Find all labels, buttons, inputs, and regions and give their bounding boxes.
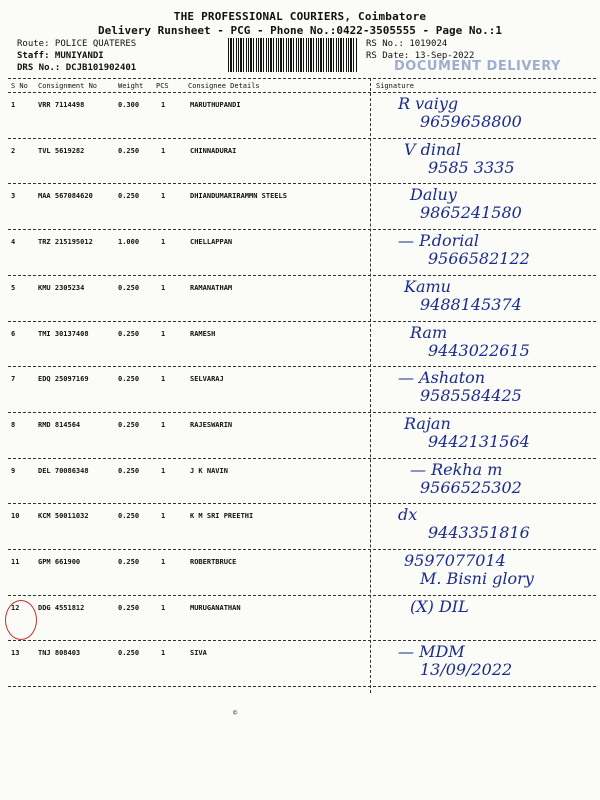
row-pcs: 1 [161, 375, 166, 384]
row-pcs: 1 [161, 192, 166, 201]
handwritten-signature: Daluy [410, 185, 457, 205]
row-separator [8, 686, 596, 687]
handwritten-signature: 9597077014 [404, 551, 506, 570]
row-consignee: MARUTHUPANDI [190, 101, 241, 109]
row-weight: 0.250 [118, 375, 140, 384]
row-consignee: J K NAVIN [190, 466, 228, 475]
row-consignee: CHELLAPPAN [190, 238, 233, 247]
row-sno: 10 [11, 512, 20, 521]
row-pcs: 1 [161, 649, 166, 658]
row-pcs: 1 [161, 603, 166, 612]
row-consignee: K M SRI PREETHI [190, 512, 254, 521]
row-pcs: 1 [161, 146, 166, 155]
row-pcs: 1 [161, 466, 166, 475]
handwritten-phone-number: 9659658800 [420, 112, 522, 131]
row-pcs: 1 [161, 329, 166, 338]
row-separator [8, 366, 596, 367]
row-weight: 0.250 [118, 283, 140, 292]
column-header-sno: S No [11, 82, 28, 90]
row-consignment-no: DDG 4551812 [38, 603, 85, 612]
row-weight: 0.250 [118, 146, 140, 155]
row-sno: 6 [11, 329, 16, 338]
row-weight: 0.250 [118, 558, 140, 566]
handwritten-phone-number: 9566525302 [420, 477, 522, 497]
row-consignment-no: KMU 2305234 [38, 283, 85, 292]
row-weight: 0.250 [118, 420, 140, 429]
row-pcs: 1 [161, 238, 166, 247]
row-pcs: 1 [161, 558, 166, 566]
row-pcs: 1 [161, 420, 166, 429]
staff-label: Staff: MUNIYANDI [17, 51, 104, 61]
row-sno: 8 [11, 420, 16, 429]
row-consignee: RAMANATHAM [190, 283, 233, 292]
document-subtitle: Delivery Runsheet - PCG - Phone No.:0422-3505555 - Page No.:1 [98, 24, 502, 37]
barcode [228, 38, 358, 72]
row-weight: 1.000 [118, 238, 140, 247]
handwritten-phone-number: 9442131564 [428, 431, 530, 451]
handwritten-phone-number: M. Bisni glory [420, 569, 534, 588]
row-weight: 0.250 [118, 192, 140, 201]
table-top-rule [8, 78, 596, 79]
footer-mark: © [233, 709, 238, 717]
row-sno: 3 [11, 192, 16, 201]
handwritten-phone-number: 9865241580 [420, 203, 522, 223]
row-sno: 9 [11, 466, 16, 475]
row-sno: 7 [11, 375, 16, 384]
row-sno: 2 [11, 146, 16, 155]
row-consignment-no: EDQ 25097169 [38, 375, 89, 384]
row-separator [8, 640, 596, 641]
document-title: THE PROFESSIONAL COURIERS, Coimbatore [173, 10, 427, 23]
handwritten-signature: Kamu [404, 276, 451, 296]
row-sno: 13 [11, 649, 20, 658]
handwritten-phone-number: 9443351816 [428, 523, 530, 543]
handwritten-phone-number: 9585 3335 [428, 157, 515, 177]
row-consignment-no: KCM 50011032 [38, 512, 89, 521]
row-sno: 5 [11, 283, 16, 292]
row-weight: 0.300 [118, 101, 140, 109]
row-consignment-no: TNJ 808403 [38, 649, 81, 658]
handwritten-signature: (X) DIL [410, 596, 469, 616]
handwritten-phone-number: 13/09/2022 [420, 660, 513, 680]
row-consignee: SIVA [190, 649, 207, 658]
row-weight: 0.250 [118, 329, 140, 338]
row-separator [8, 275, 596, 276]
row-consignment-no: TRZ 215195012 [38, 238, 93, 247]
row-pcs: 1 [161, 512, 166, 521]
rs-date: RS Date: 13-Sep-2022 [366, 51, 475, 61]
document-delivery-stamp: DOCUMENT DELIVERY [394, 59, 561, 74]
row-consignment-no: DEL 70086348 [38, 466, 89, 475]
row-consignee: DHIANDUMARIRAMMN STEELS [190, 192, 287, 201]
row-consignment-no: MAA 567084620 [38, 192, 93, 201]
row-consignment-no: TMI 30137408 [38, 329, 89, 338]
column-header-consignment: Consignment No [38, 82, 98, 90]
row-weight: 0.250 [118, 466, 140, 475]
handwritten-signature: — MDM [398, 642, 465, 662]
row-sno: 11 [11, 558, 20, 566]
column-header-pcs: PCS [156, 82, 169, 90]
signature-column-divider [370, 78, 371, 693]
row-separator [8, 549, 596, 550]
column-header-signature: Signature [376, 82, 414, 90]
table-header-rule [8, 92, 596, 93]
handwritten-phone-number: 9443022615 [428, 340, 530, 360]
row-pcs: 1 [161, 283, 166, 292]
handwritten-signature: Rajan [404, 413, 451, 433]
row-weight: 0.250 [118, 512, 140, 521]
row-separator [8, 183, 596, 184]
drs-label: DRS No.: DCJB101902401 [17, 63, 137, 73]
row-separator [8, 321, 596, 322]
handwritten-signature: — P.dorial [398, 231, 479, 251]
handwritten-phone-number: 9585584425 [420, 386, 522, 406]
handwritten-phone-number: 9566582122 [428, 249, 530, 269]
handwritten-signature: V dinal [404, 139, 461, 159]
row-separator [8, 229, 596, 230]
row-consignee: ROBERTBRUCE [190, 558, 237, 566]
row-consignment-no: TVL 5619282 [38, 146, 85, 155]
row-consignment-no: VRR 7114498 [38, 101, 85, 109]
row-separator [8, 458, 596, 459]
row-pcs: 1 [161, 101, 166, 109]
row-consignment-no: GPM 661900 [38, 558, 81, 566]
handwritten-signature: — Ashaton [398, 368, 486, 388]
handwritten-signature: — Rekha m [410, 459, 503, 479]
row-consignee: CHINNADURAI [190, 146, 237, 155]
row-sno: 1 [11, 101, 16, 109]
row-separator [8, 595, 596, 596]
row-sno: 4 [11, 238, 16, 247]
row-weight: 0.250 [118, 649, 140, 658]
handwritten-signature: Ram [410, 322, 448, 342]
handwritten-signature: R vaiyg [398, 94, 459, 113]
row-consignee: RAMESH [190, 329, 216, 338]
row-consignment-no: RMD 814564 [38, 420, 81, 429]
row-consignee: RAJESWARIN [190, 420, 233, 429]
row-separator [8, 503, 596, 504]
column-header-consignee: Consignee Details [188, 82, 260, 90]
red-circle-mark [5, 600, 37, 640]
column-header-weight: Weight [118, 82, 144, 90]
handwritten-phone-number: 9488145374 [420, 294, 522, 314]
row-sno: 12 [11, 603, 20, 612]
row-weight: 0.250 [118, 603, 140, 612]
row-separator [8, 412, 596, 413]
row-consignee: SELVARAJ [190, 375, 224, 384]
row-separator [8, 138, 596, 139]
route-label: Route: POLICE QUATERES [17, 39, 137, 49]
row-consignee: MURUGANATHAN [190, 603, 241, 612]
handwritten-signature: dx [398, 505, 418, 525]
rs-number: RS No.: 1019024 [366, 39, 448, 49]
